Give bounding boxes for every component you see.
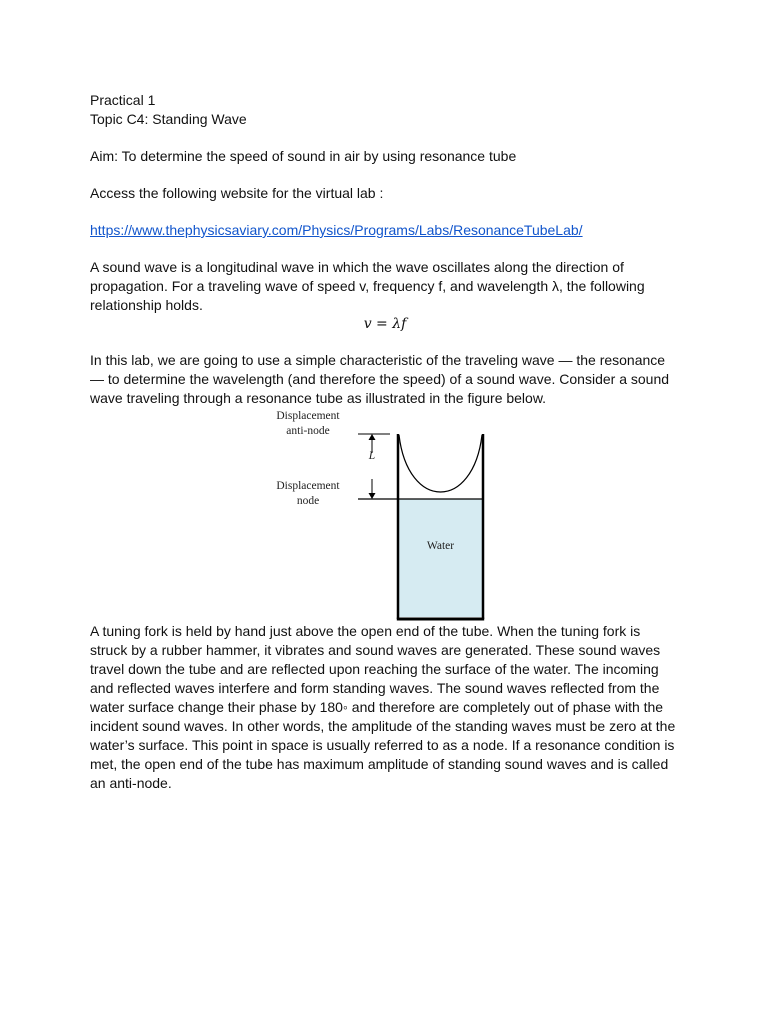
standing-wave-curve [399,435,482,492]
paragraph-wave-definition: A sound wave is a longitudinal wave in which the wave oscillates along the direction of propagation. For a traveling wave of speed v, frequency f, and wavelength λ, the following relationship holds. [90,259,645,313]
antinode-label-line2: anti-node [286,425,330,437]
antinode-label-line1: Displacement [276,410,340,422]
paragraph-tuning-fork: A tuning fork is held by hand just above the open end of the tube. When the tuning fork is struck by a rubber hammer, it vibrates and sound waves are generated. These sound waves travel down the tube and are reflected upon reaching the surface of the water. The incoming and reflected waves interfere and form standing waves. The sound waves reflected from the water surface change their phase by 180◦ and therefore are completely out of phase with the incident sound waves. In other words, the amplitude of the standing waves must be zero at the water’s surface. This point in space is usually referred to as a node. If a resonance condition is met, the open end of the tube has maximum amplitude of standing sound waves and is called an anti-node. [90,623,676,791]
length-arrowhead-bottom [369,493,376,499]
resonance-tube-figure [90,409,680,622]
length-label: L [368,450,376,462]
length-arrowhead-top [369,434,376,440]
water-fill [398,499,483,617]
aim-text: Aim: To determine the speed of sound in air by using resonance tube [90,148,517,164]
wave-speed-formula: v = λf [363,316,407,332]
antinode-label [268,409,348,439]
practical-title: Practical 1 [90,92,156,108]
water-label: Water [426,540,455,552]
node-label-line2: node [296,495,320,507]
virtual-lab-link[interactable]: https://www.thephysicsaviary.com/Physics/Programs/Labs/ResonanceTubeLab/ [90,222,583,238]
node-label [268,479,348,509]
paragraph-resonance-intro: In this lab, we are going to use a simple characteristic of the traveling wave — the resonance — to determine the wavelength (and therefore the speed) of a sound wave. Consider a sound wave traveling through a resonance tube as illustrated in the figure below. [90,352,670,406]
document-body [90,91,680,793]
access-text: Access the following website for the virtual lab : [90,185,384,201]
node-label-line1: Displacement [276,480,340,492]
resonance-tube-diagram [90,409,680,622]
topic-title: Topic C4: Standing Wave [90,111,247,127]
